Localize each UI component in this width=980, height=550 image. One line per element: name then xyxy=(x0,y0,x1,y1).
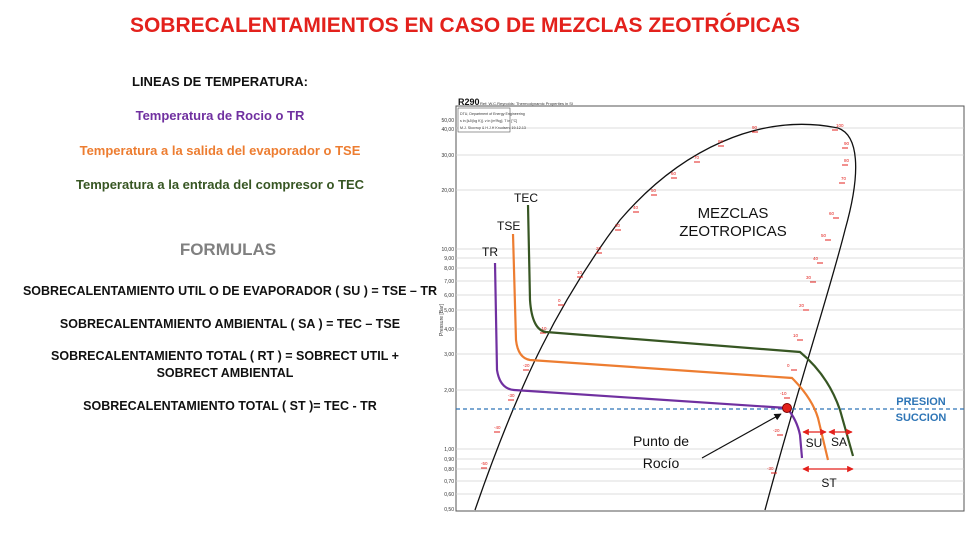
svg-text:7,00: 7,00 xyxy=(444,279,454,285)
svg-text:70: 70 xyxy=(694,155,700,160)
svg-text:30: 30 xyxy=(806,275,812,280)
svg-text:50,00: 50,00 xyxy=(441,118,454,124)
su-label: SU xyxy=(805,436,823,450)
svg-text:30: 30 xyxy=(615,223,621,228)
formula-sa: SOBRECALENTAMIENTO AMBIENTAL ( SA ) = TEC – TSE xyxy=(59,317,401,331)
formula-rt: SOBRECALENTAMIENTO TOTAL ( RT ) = SOBRECT UTIL + SOBRECT AMBIENTAL xyxy=(51,349,399,380)
svg-text:80: 80 xyxy=(844,158,850,163)
legend-line-1: DTU, Department of Energy Engineering xyxy=(460,112,525,116)
svg-text:5,00: 5,00 xyxy=(444,308,454,314)
pressure-label-presion: PRESION xyxy=(896,396,946,408)
legend-line-3: M.J. Skovrup & H.J.H Knudsen. 19-12-13 xyxy=(460,126,526,130)
diagram-code: R290 xyxy=(458,97,480,107)
dew-point-marker xyxy=(783,404,792,413)
svg-text:70: 70 xyxy=(841,176,847,181)
svg-text:0: 0 xyxy=(787,363,790,368)
svg-text:90: 90 xyxy=(844,141,850,146)
svg-text:40: 40 xyxy=(813,256,819,261)
svg-text:3,00: 3,00 xyxy=(444,352,454,358)
svg-text:60: 60 xyxy=(829,211,835,216)
region-label-zeotropicas: ZEOTROPICAS xyxy=(679,223,787,240)
page-title: SOBRECALENTAMIENTOS EN CASO DE MEZCLAS ZEOTRÓPICAS xyxy=(129,14,801,37)
svg-text:6,00: 6,00 xyxy=(444,293,454,299)
svg-text:40,00: 40,00 xyxy=(441,127,454,133)
tse-definition: Temperatura a la salida del evaporador o TSE xyxy=(79,143,361,158)
sa-label: SA xyxy=(830,435,848,449)
svg-text:30,00: 30,00 xyxy=(441,153,454,159)
svg-text:50: 50 xyxy=(821,233,827,238)
svg-text:50: 50 xyxy=(651,188,657,193)
diagram-reference: Ref: W.C.Reynolds: Thermodynamic Properties in SI xyxy=(480,101,574,106)
svg-text:80: 80 xyxy=(718,139,724,144)
svg-text:10,00: 10,00 xyxy=(441,247,454,253)
y-axis-label: Pressure [Bar] xyxy=(439,304,445,336)
pressure-label-succion: SUCCION xyxy=(895,412,947,424)
formula-st: SOBRECALENTAMIENTO TOTAL ( ST )= TEC - TR xyxy=(83,399,377,413)
region-label-mezclas: MEZCLAS xyxy=(697,205,769,222)
svg-text:0,90: 0,90 xyxy=(444,457,454,463)
svg-text:90: 90 xyxy=(752,125,758,130)
svg-text:-30: -30 xyxy=(508,393,515,398)
temperature-lines-heading: LINEAS DE TEMPERATURA: xyxy=(132,74,308,89)
formulas-heading: FORMULAS xyxy=(179,240,277,259)
tr-definition: Temperatura de Rocio o TR xyxy=(135,108,305,123)
tse-curve-label: TSE xyxy=(497,219,521,233)
svg-text:-20: -20 xyxy=(523,363,530,368)
svg-text:10: 10 xyxy=(577,270,583,275)
svg-text:20: 20 xyxy=(799,303,805,308)
svg-text:2,00: 2,00 xyxy=(444,388,454,394)
dew-point-label-line1: Punto de xyxy=(632,433,690,449)
svg-text:0,50: 0,50 xyxy=(444,507,454,513)
svg-text:40: 40 xyxy=(633,205,639,210)
svg-text:0,80: 0,80 xyxy=(444,467,454,473)
svg-text:100: 100 xyxy=(836,123,844,128)
svg-text:0: 0 xyxy=(558,298,561,303)
svg-text:8,00: 8,00 xyxy=(444,266,454,272)
svg-text:-50: -50 xyxy=(481,461,488,466)
diagram-frame xyxy=(456,106,964,511)
svg-text:20: 20 xyxy=(596,246,602,251)
svg-text:9,00: 9,00 xyxy=(444,256,454,262)
svg-text:60: 60 xyxy=(671,171,677,176)
tec-definition: Temperatura a la entrada del compresor o TEC xyxy=(75,177,364,192)
svg-text:20,00: 20,00 xyxy=(441,188,454,194)
st-label: ST xyxy=(821,476,837,490)
svg-text:-20: -20 xyxy=(773,428,780,433)
svg-text:1,00: 1,00 xyxy=(444,447,454,453)
svg-text:0,70: 0,70 xyxy=(444,479,454,485)
svg-text:-40: -40 xyxy=(494,425,501,430)
svg-text:4,00: 4,00 xyxy=(444,327,454,333)
legend-line-2: s in [kJ/(kg K)]. v in [m³/kg]. T in [°C] xyxy=(460,119,518,123)
svg-text:0,60: 0,60 xyxy=(444,492,454,498)
dew-point-label-line2: Rocío xyxy=(642,455,680,471)
tr-curve-label: TR xyxy=(482,245,498,259)
tec-curve-label: TEC xyxy=(514,191,538,205)
svg-text:-30: -30 xyxy=(767,466,774,471)
svg-text:-10: -10 xyxy=(780,391,787,396)
svg-text:-10: -10 xyxy=(540,326,547,331)
formula-su: SOBRECALENTAMIENTO UTIL O DE EVAPORADOR ( SU ) = TSE – TR xyxy=(22,284,438,298)
svg-text:10: 10 xyxy=(793,333,799,338)
